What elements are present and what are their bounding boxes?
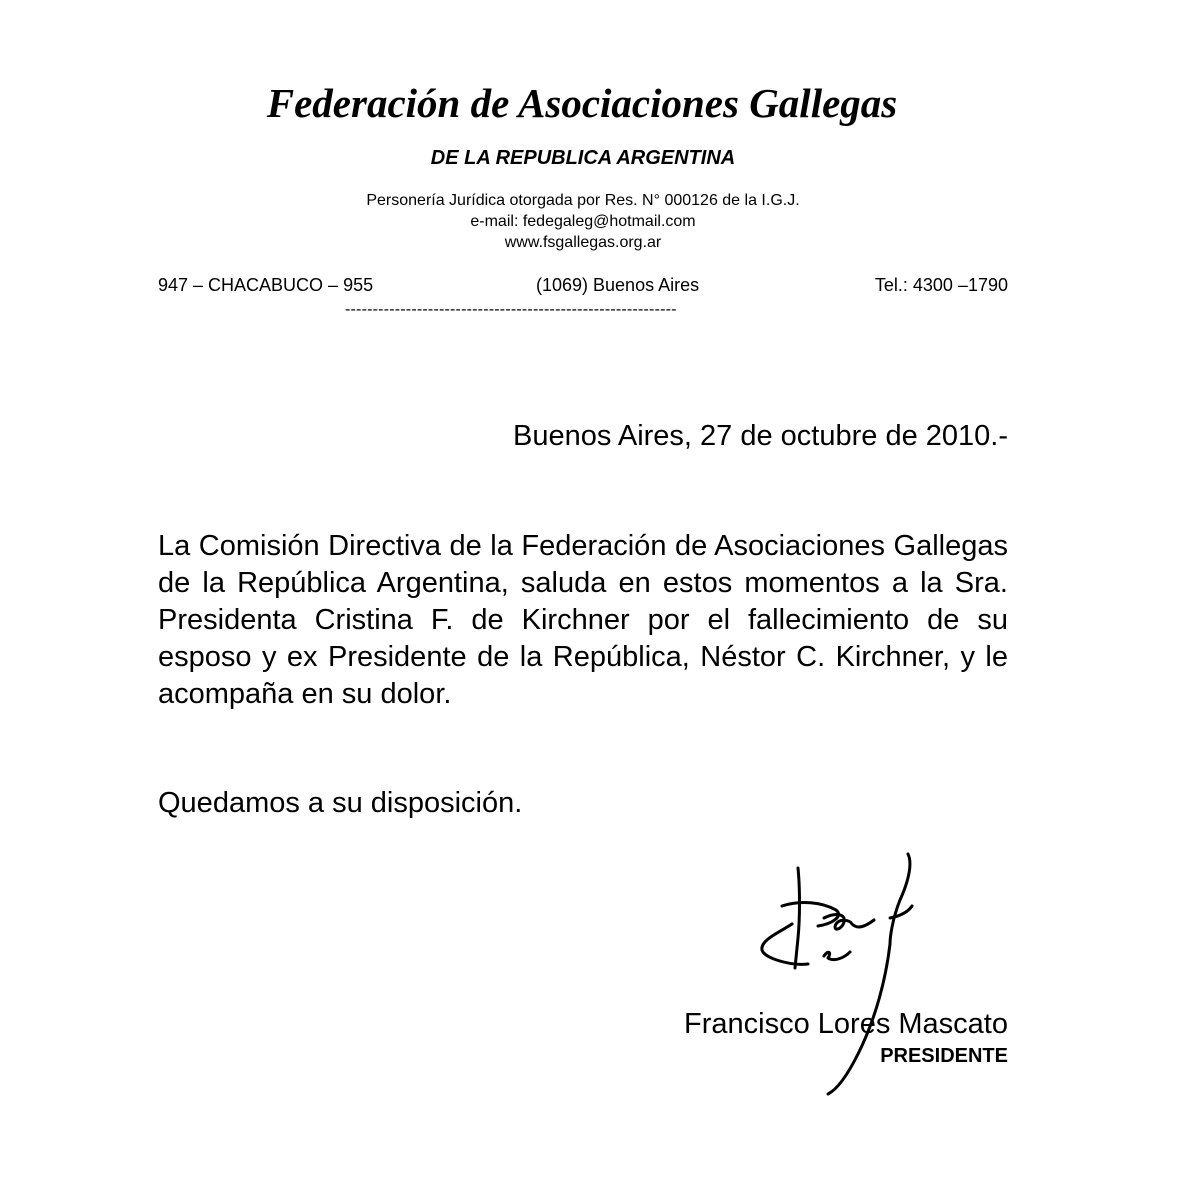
signer-name: Francisco Lores Mascato <box>684 1008 1008 1040</box>
letter-date: Buenos Aires, 27 de octubre de 2010.- <box>513 420 1008 452</box>
signer-title: PRESIDENTE <box>880 1045 1008 1067</box>
address-street: 947 – CHACABUCO – 955 <box>158 275 374 295</box>
address-city: (1069) Buenos Aires <box>536 275 700 295</box>
organization-subtitle: DE LA REPUBLICA ARGENTINA <box>430 147 736 169</box>
organization-title: Federación de Asociaciones Gallegas <box>266 80 898 126</box>
letter-body: La Comisión Directiva de la Federación de Asociaciones Gallegas de la República Argentina, saluda en estos momentos a la Sra. Presidenta Cristina F. de Kirchner por el fallecimiento de su esposo y ex Presidente de la República, Néstor C. Kirchner, y le acompaña en su dolor. <box>158 530 1008 710</box>
website: www.fsgallegas.org.ar <box>504 234 662 251</box>
legal-status: Personería Jurídica otorgada por Res. N° 000126 de la I.G.J. <box>366 192 800 209</box>
phone-number: Tel.: 4300 –1790 <box>874 275 1008 295</box>
contact-email: e-mail: fedegaleg@hotmail.com <box>470 213 696 230</box>
letter-closing: Quedamos a su disposición. <box>158 787 523 819</box>
header-separator: ------------------------------------------------------------ <box>345 301 677 318</box>
